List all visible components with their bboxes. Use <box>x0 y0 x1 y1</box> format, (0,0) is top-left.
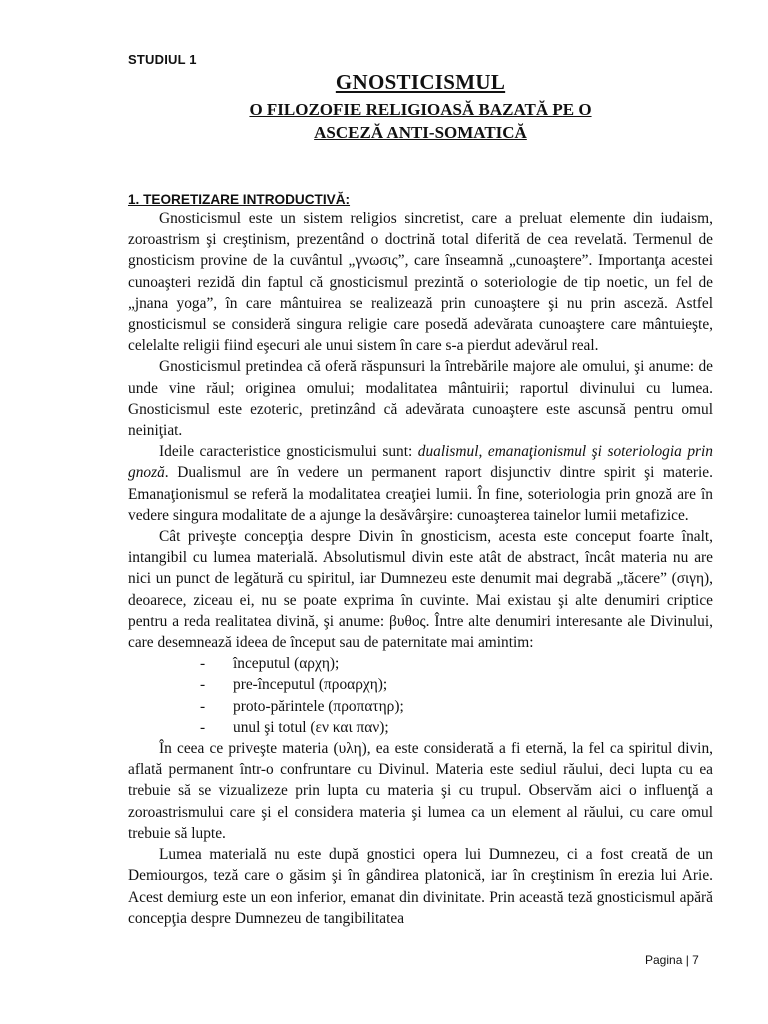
term-emanationism-soteriology: emanaţionismul şi soteriologia prin gnoză <box>128 443 713 482</box>
document-subtitle <box>128 98 713 144</box>
list-dash: - <box>200 697 206 715</box>
term-dualism: dualismul <box>417 443 479 461</box>
document-title: GNOSTICISMUL <box>335 70 506 94</box>
list-item <box>128 696 713 717</box>
list-dash: - <box>200 655 206 673</box>
list-item <box>128 674 713 695</box>
list-dash: - <box>200 676 206 694</box>
term-separator: , <box>478 443 488 461</box>
paragraph-2: Gnosticismul pretindea că oferă răspunsuri la întrebările majore ale omului, şi anume: de unde vine răul; originea omului; modalitatea mântuirii; raportul divinului cu lumea. Gnosticismul este ezoteric, pretinzând că adevărata cunoaştere este ascunsă pentru omul neiniţiat. <box>128 358 713 440</box>
paragraph-1: Gnosticismul este un sistem religios sincretist, care a preluat elemente din iudaism, zoroastrism şi creştinism, prezentând o doctrină total diferită de cea revelată. Termenul de gnosticism provine de la cuvântul „γνωσις”, care înseamnă „cunoaştere”. Importanţa acestei cunoaşteri rezidă din faptul că gnosticismul prezintă o soteriologie de tip noetic, un fel de „jnana yoga”, în care mântuirea se realizează prin cunoaştere şi nu prin asceză. Astfel gnosticismul se consideră singura religie care posedă adevărata cunoaştere care mântuieşte, celelalte religii fiind eşecuri ale unui sistem în care s-a pierdut adevărul real. <box>128 210 713 355</box>
paragraph-3-start: Ideile caracteristice gnosticismului sunt: <box>159 443 418 461</box>
list-item-text: unul şi totul (εν και παν); <box>233 718 389 736</box>
section-heading: 1. TEORETIZARE INTRODUCTIVĂ: <box>128 192 351 207</box>
list-dash: - <box>200 718 206 736</box>
paragraph-5: În ceea ce priveşte materia (υλη), ea este considerată a fi eternă, la fel ca spiritul divin, aflată permanent într-o confruntare cu Divinul. Materia este sediul răului, deci lupta cu ea trebuie să se vizualizeze prin lupta cu materia şi cu trupul. Observăm aici o influenţă a zoroastrismului care şi el considera materia şi lumea ca un element al răului, cu care omul trebuie să lupte. <box>128 740 713 842</box>
paragraph-3-end: . Dualismul are în vedere un permanent raport disjunctiv dintre spirit şi materie. Emanaţionismul se referă la modalitatea creaţiei lumii. În fine, soteriologia prin gnoză are în vedere singura modalitate de a ajunge la desăvârşire: cunoaşterea tainelor lumii metafizice. <box>128 464 713 524</box>
body-text <box>128 208 713 929</box>
subtitle-line-1: O FILOZOFIE RELIGIOASĂ BAZATĂ PE O <box>249 100 592 119</box>
list-item <box>128 653 713 674</box>
list-item-text: proto-părintele (προπατηρ); <box>233 697 404 715</box>
list-item-text: pre-începutul (προαρχη); <box>233 676 388 694</box>
paragraph-3 <box>128 441 713 526</box>
paragraph-6: Lumea materială nu este după gnostici opera lui Dumnezeu, ci a fost creată de un Demiourgos, teză care o găsim şi în gândirea platonică, iar în creştinism în erezia lui Arie. Acest demiurg este un eon inferior, emanat din divinitate. Prin această teză gnosticismul apără concepţia despre Dumnezeu de tangibilitatea <box>128 846 713 927</box>
paragraph-4: Cât priveşte concepţia despre Divin în gnosticism, acesta este conceput foarte înalt, intangibil cu lumea materială. Absolutismul divin este atât de abstract, încât materia nu are nici un punct de legătură cu spiritul, iar Dumnezeu este denumit mai degrabă „tăcere” (σιγη), deoarece, ziceau ei, nu se poate exprima în cuvinte. Mai existau şi alte denumiri criptice pentru a reda realitatea divină, şi anume: βυθος. Între alte denumiri interesante ale Divinului, care desemnează ideea de început sau de paternitate mai amintim: <box>128 528 713 652</box>
list-item <box>128 717 713 738</box>
divine-names-list <box>128 653 713 738</box>
subtitle-line-2: ASCEZĂ ANTI-SOMATICĂ <box>314 123 527 142</box>
list-item-text: începutul (αρχη); <box>233 655 340 673</box>
study-label: STUDIUL 1 <box>128 52 197 67</box>
page-number: Pagina | 7 <box>645 953 699 967</box>
